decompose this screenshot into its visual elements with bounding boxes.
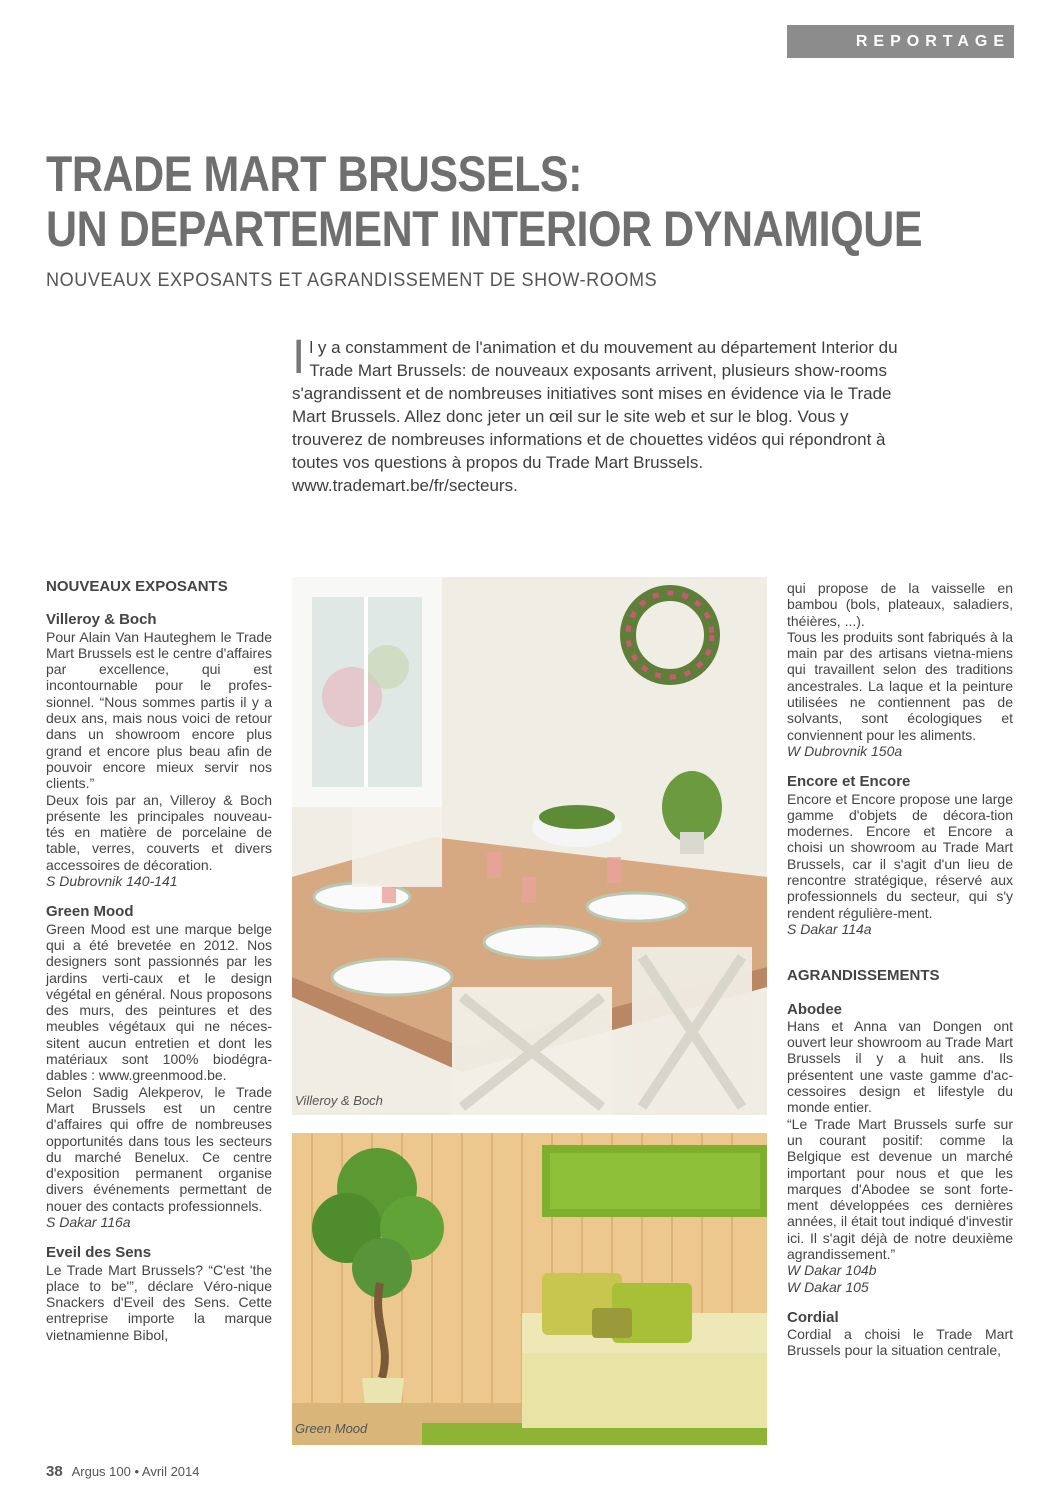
villeroy-p1: Pour Alain Van Hauteghem le Trade Mart Brussels est le centre d'affaires par excellence, qui est incontournable pour le profes-sionnel. “Nous sommes partis il y a deux ans, mais nous voici de retour dans un showroom encore plus grand et encore plus beau afin de pouvoir encore mieux servir nos clients.” <box>46 628 272 792</box>
heading-villeroy: Villeroy & Boch <box>46 611 157 629</box>
abodee-location-2: W Dakar 105 <box>787 1278 869 1295</box>
abodee-location-1: W Dakar 104b <box>787 1262 877 1279</box>
villeroy-p2: Deux fois par an, Villeroy & Boch présente les principales nouveau-tés en matière de porcelaine de table, verres, couverts et divers accessoires de décoration. <box>46 791 272 873</box>
photo-villeroy-table <box>292 577 767 1115</box>
section-tag: REPORTAGE <box>787 25 1014 58</box>
dropcap: I <box>292 331 306 384</box>
eveil-cont-p2: Tous les produits sont fabriqués à la main par des artisans vietna-miens qui travaillent selon des traditions ancestrales. La laque et la peinture utilisées ne contiennent pas de solvants, sont écologiques et conviennent pour les aliments. <box>787 628 1013 743</box>
page-title <box>46 146 923 257</box>
encore-location: S Dakar 114a <box>787 920 872 937</box>
heading-eveil: Eveil des Sens <box>46 1244 152 1262</box>
title-line-2: UN DEPARTEMENT INTERIOR DYNAMIQUE <box>46 201 923 257</box>
cordial-p1: Cordial a choisi le Trade Mart Brussels pour la situation centrale, <box>787 1326 1013 1359</box>
photo-caption-greenmood: Green Mood <box>295 1421 368 1436</box>
greenmood-p1: Green Mood est une marque belge qui a été brevetée en 2012. Nos designers sont passionnés par les jardins verti-caux et le design végétal en général. Nous proposons des murs, des peintures et des meubles végétaux qui ne néces-sitent aucun entretien et dont les matériaux sont 100% biodégra-dables : www.greenmood.be. <box>46 920 272 1084</box>
photo-caption-villeroy: Villeroy & Boch <box>295 1093 383 1108</box>
photo-greenmood-sofa <box>292 1133 767 1445</box>
title-line-1: TRADE MART BRUSSELS: <box>46 146 583 202</box>
right-column <box>787 580 1013 1359</box>
abodee-p2: “Le Trade Mart Brussels surfe sur un courant positif: comme la Belgique est devenue un marché important pour nous et que les marques d'Abodee se sont forte-ment développées ces dernières années, il était tout indiqué d'investir ici. Il s'agit déjà de notre deuxième agrandissement.” <box>787 1115 1013 1262</box>
eveil-p1: Le Trade Mart Brussels? “C'est 'the place to be'”, déclare Véro-nique Snackers d'Eveil des Sens. Cette entreprise importe la marque vietnamienne Bibol, <box>46 1261 272 1343</box>
page-number: 38 <box>46 1463 63 1480</box>
greenmood-location: S Dakar 116a <box>46 1213 131 1230</box>
abodee-p1: Hans et Anna van Dongen ont ouvert leur showroom au Trade Mart Brussels il y a huit ans. Ils présentent une vaste gamme d'ac-cessoires design et lifestyle du monde entier. <box>787 1017 1013 1116</box>
left-column <box>46 577 272 1343</box>
greenmood-p2: Selon Sadig Alekperov, le Trade Mart Brussels est un centre d'affaires qui offre de nombreuses opportunités dans tous les secteurs du marché Benelux. Ce centre d'exposition permanent organise divers événements permettant de nouer des contacts professionnels. <box>46 1083 272 1214</box>
section-heading-extensions: AGRANDISSEMENTS <box>787 967 940 985</box>
heading-greenmood: Green Mood <box>46 903 134 921</box>
heading-encore: Encore et Encore <box>787 773 911 791</box>
section-heading-new-exhibitors: NOUVEAUX EXPOSANTS <box>46 578 228 595</box>
intro-paragraph <box>292 331 912 497</box>
eveil-cont-p1: qui propose de la vaisselle en bambou (bols, plateaux, saladiers, théières, ...). <box>787 580 1013 629</box>
page-subtitle: NOUVEAUX EXPOSANTS ET AGRANDISSEMENT DE SHOW-ROOMS <box>46 270 658 291</box>
encore-p1: Encore et Encore propose une large gamme d'objets de décora-tion modernes. Encore et Encore a choisi un showroom au Trade Mart Brussels, car il s'agit d'un lieu de rencontre stratégique, réservé aux professionnels du secteur, qui s'y rendent régulière-ment. <box>787 790 1013 921</box>
publication-info: Argus 100 • Avril 2014 <box>71 1464 200 1479</box>
villeroy-location: S Dubrovnik 140-141 <box>46 873 178 890</box>
intro-text: l y a constamment de l'animation et du mouvement au département Interior du Trade Mart Brussels: de nouveaux exposants arrivent, plusieurs show-rooms s'agrandissent et de nombreuses initiatives sont mises en évidence via le Trade Mart Brussels. Allez donc jeter un œil sur le site web et sur le blog. Vous y trouverez de nombreuses informations et de chouettes vidéos qui répondront à toutes vos questions à propos du Trade Mart Brussels. www.trademart.be/fr/secteurs. <box>292 338 898 495</box>
heading-cordial: Cordial <box>787 1308 839 1326</box>
heading-abodee: Abodee <box>787 1000 843 1018</box>
page-footer <box>46 1463 200 1480</box>
eveil-location: W Dubrovnik 150a <box>787 742 903 759</box>
